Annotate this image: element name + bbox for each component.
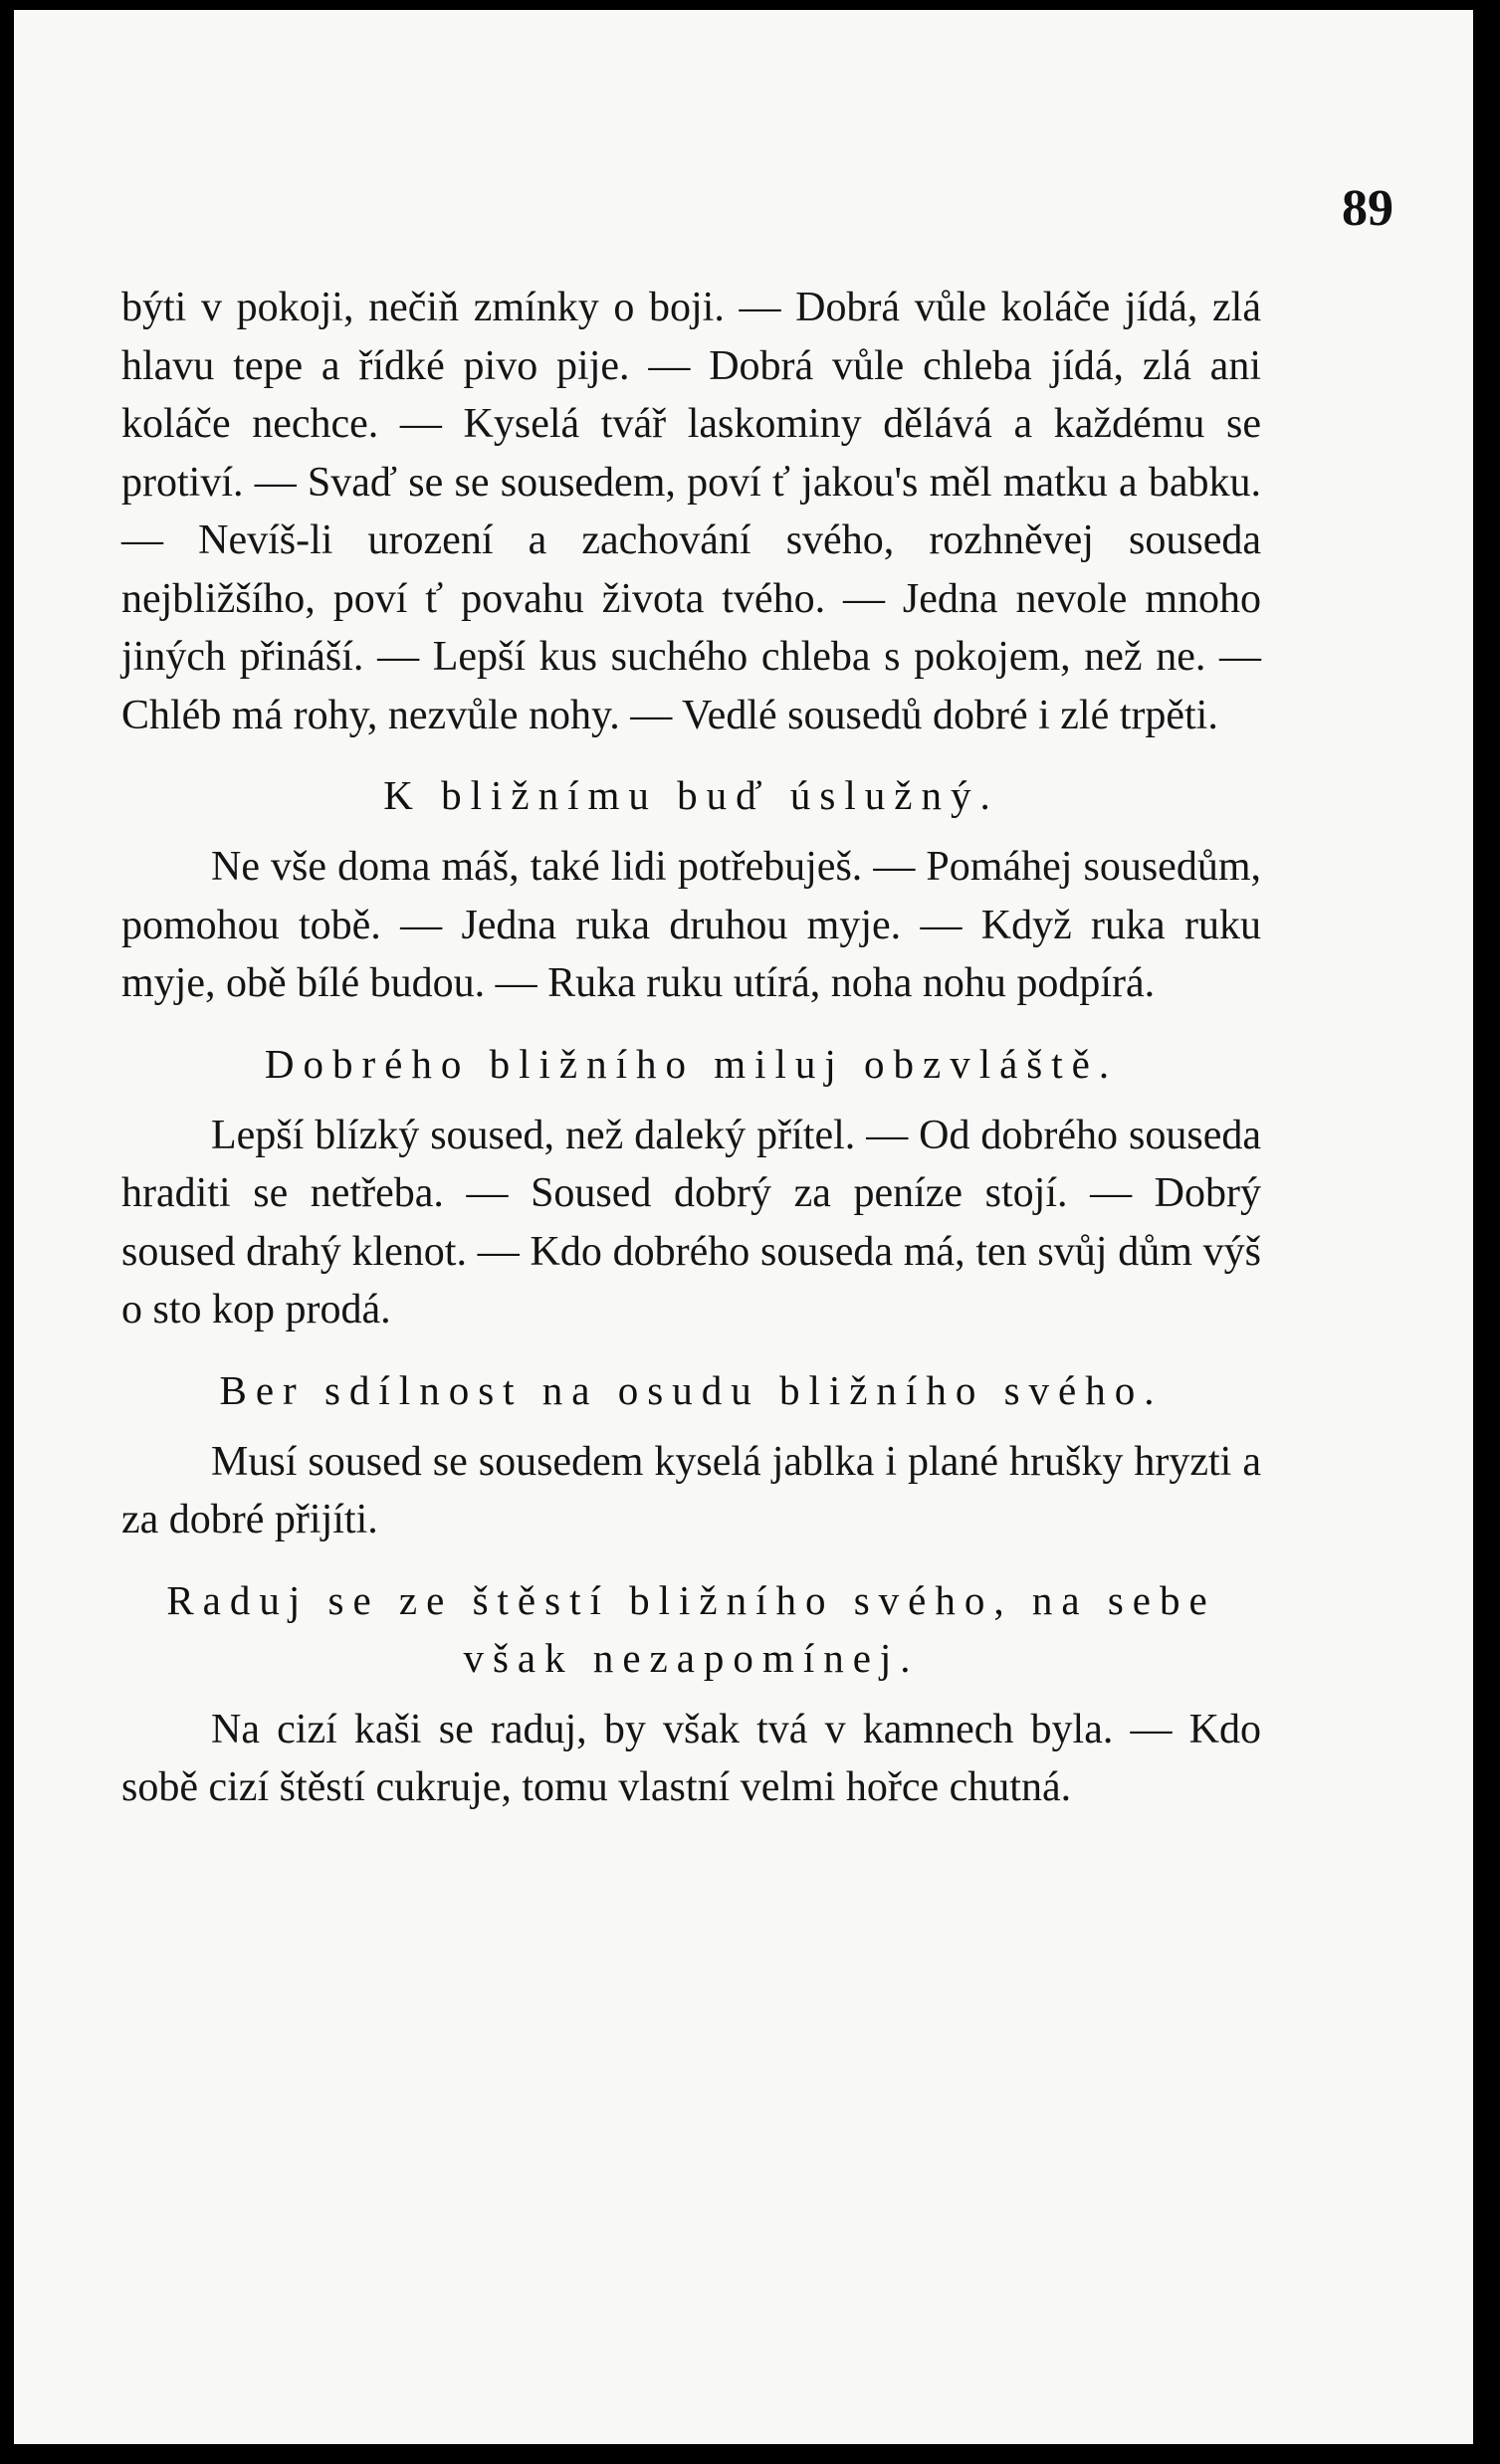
paragraph-1: býti v pokoji, nečiň zmínky o boji. — Dobrá vůle koláče jídá, zlá hlavu tepe a řídké pivo pije. — Dobrá vůle chleba jídá, zlá ani koláče nechce. — Kyselá tvář laskominy dělává a každému se protiví. — Svaď se se sousedem, poví ť jakou's měl matku a babku. — Nevíš-li urození a zachování svého, rozhněvej souseda nejbližšího, poví ť povahu života tvého. — Jedna nevole mnoho jiných přináší. — Lepší kus suchého chleba s pokojem, než ne. — Chléb má rohy, nezvůle nohy. — Vedlé sousedů dobré i zlé trpěti. <box>121 285 1261 738</box>
section-heading-2: Dobrého bližního miluj obzvláště. <box>264 1040 1119 1087</box>
section-heading-3: Ber sdílnost na osudu bližního svého. <box>219 1366 1164 1413</box>
page-number: 89 <box>1342 180 1393 237</box>
paragraph-3: Lepší blízký soused, než daleký přítel. — Od dobrého souseda hraditi se netřeba. — Soused dobrý za peníze stojí. — Dobrý soused drahý klenot. — Kdo dobrého souseda má, ten svůj dům výš o sto kop prodá. <box>121 1112 1261 1333</box>
page-content <box>121 279 1261 1817</box>
section-heading-1: K bližnímu buď úslužný. <box>383 772 999 818</box>
section-heading-4: Raduj se ze štěstí bližního svého, na sebe však nezapomínej. <box>166 1576 1216 1681</box>
paragraph-2: Ne vše doma máš, také lidi potřebuješ. — Pomáhej sousedům, pomohou tobě. — Jedna ruka druhou myje. — Když ruka ruku myje, obě bílé budou. — Ruka ruku utírá, noha nohu podpírá. <box>121 844 1261 1006</box>
paragraph-4: Musí soused se sousedem kyselá jablka i plané hrušky hryzti a za dobré přijíti. <box>121 1438 1261 1542</box>
book-page <box>14 10 1473 2444</box>
paragraph-5: Na cizí kaši se raduj, by však tvá v kamnech byla. — Kdo sobě cizí štěstí cukruje, tomu vlastní velmi hořce chutná. <box>121 1706 1261 1810</box>
